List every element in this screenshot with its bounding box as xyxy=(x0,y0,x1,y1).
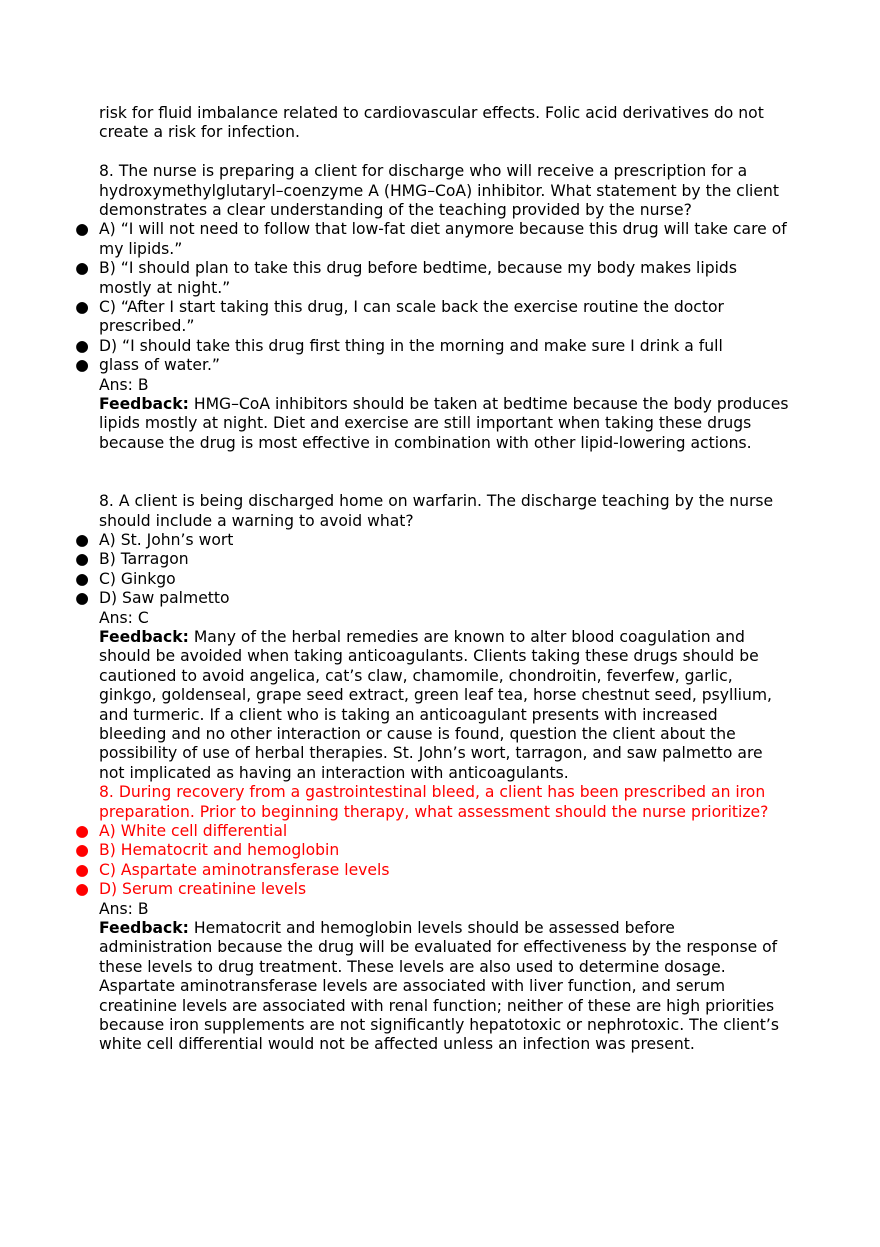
answer-option: ● B) Tarragon xyxy=(75,550,189,569)
answer-option: ● A) White cell differential xyxy=(75,822,288,840)
bullet-icon: ● xyxy=(75,822,89,840)
answer-options-highlighted xyxy=(75,822,789,900)
answer-key: Ans: B xyxy=(99,375,149,394)
feedback-label: Feedback: xyxy=(99,919,189,938)
bullet-icon: ● xyxy=(75,298,89,317)
feedback-label: Feedback: xyxy=(99,627,189,646)
bullet-icon: ● xyxy=(75,220,89,239)
intro-paragraph: risk for fluid imbalance related to cardiovascular effects. Folic acid derivatives do not create a risk for infection. xyxy=(99,104,764,142)
answer-option: ● C) Aspartate aminotransferase levels xyxy=(75,860,390,879)
document-page xyxy=(75,104,789,1055)
answer-option: ● D) Saw palmetto xyxy=(75,589,230,608)
answer-option-continuation: ● glass of water.” xyxy=(75,356,221,375)
answer-option: ● C) Ginkgo xyxy=(75,569,176,588)
feedback-paragraph: Feedback: HMG–CoA inhibitors should be taken at bedtime because the body produces lipids mostly at night. Diet and exercise are still important when taking these drugs because the drug is most effective in combination with other lipid-lowering actions. xyxy=(99,395,789,452)
answer-key: Ans: B xyxy=(99,899,149,918)
bullet-icon: ● xyxy=(75,356,89,375)
question-stem-highlighted: 8. During recovery from a gastrointestinal bleed, a client has been prescribed an iron preparation. Prior to beginning therapy, what assessment should the nurse prioritize? xyxy=(99,783,769,821)
feedback-paragraph: Feedback: Many of the herbal remedies are known to alter blood coagulation and should be avoided when taking anticoagulants. Clients taking these drugs should be cautioned to avoid angelica, cat’s claw, chamomile, chondroitin, feverfew, garlic, ginkgo, goldenseal, grape seed extract, green leaf tea, horse chestnut seed, psyllium, and turmeric. If a client who is taking an anticoagulant presents with increased bleeding and no other interaction or cause is found, question the client about the possibility of use of herbal therapies. St. John’s wort, tarragon, and saw palmetto are not implicated as having an interaction with anticoagulants. xyxy=(99,627,773,782)
answer-option: ● A) “I will not need to follow that low-fat diet anymore because this drug will take care of my lipids.” xyxy=(75,220,787,258)
answer-option: ● B) Hematocrit and hemoglobin xyxy=(75,841,340,860)
question-stem: 8. The nurse is preparing a client for discharge who will receive a prescription for a hydroxymethylglutaryl–coenzyme A (HMG–CoA) inhibitor. What statement by the client demonstrates a clear understanding of the teaching provided by the nurse? xyxy=(99,162,779,220)
answer-options xyxy=(75,530,789,609)
bullet-icon: ● xyxy=(75,569,89,588)
answer-option: ● A) St. John’s wort xyxy=(75,530,234,549)
bullet-icon: ● xyxy=(75,530,89,549)
bullet-icon: ● xyxy=(75,589,89,608)
bullet-icon: ● xyxy=(75,259,89,278)
bullet-icon: ● xyxy=(75,550,89,569)
answer-options xyxy=(75,220,789,375)
feedback-label: Feedback: xyxy=(99,395,189,414)
bullet-icon: ● xyxy=(75,841,89,860)
question-block-warfarin xyxy=(75,492,789,783)
answer-option: ● D) “I should take this drug first thing in the morning and make sure I drink a full xyxy=(75,336,723,355)
question-block-iron xyxy=(75,783,789,1055)
question-stem: 8. A client is being discharged home on warfarin. The discharge teaching by the nurse should include a warning to avoid what? xyxy=(99,492,774,530)
answer-key: Ans: C xyxy=(99,608,149,627)
answer-option: ● C) “After I start taking this drug, I can scale back the exercise routine the doctor prescribed.” xyxy=(75,298,724,336)
answer-option: ● B) “I should plan to take this drug before bedtime, because my body makes lipids mostly at night.” xyxy=(75,259,737,297)
question-block-hmg-coa xyxy=(75,162,789,453)
bullet-icon: ● xyxy=(75,880,89,899)
feedback-paragraph: Feedback: Hematocrit and hemoglobin levels should be assessed before administration because the drug will be evaluated for effectiveness by the response of these levels to drug treatment. These levels are also used to determine dosage. Aspartate aminotransferase levels are associated with liver function, and serum creatinine levels are associated with renal function; neither of these are high priorities because iron supplements are not significantly hepatotoxic or nephrotoxic. The client’s white cell differential would not be affected unless an infection was present. xyxy=(99,919,779,1054)
bullet-icon: ● xyxy=(75,336,89,355)
bullet-icon: ● xyxy=(75,860,89,879)
answer-option: ● D) Serum creatinine levels xyxy=(75,880,307,899)
